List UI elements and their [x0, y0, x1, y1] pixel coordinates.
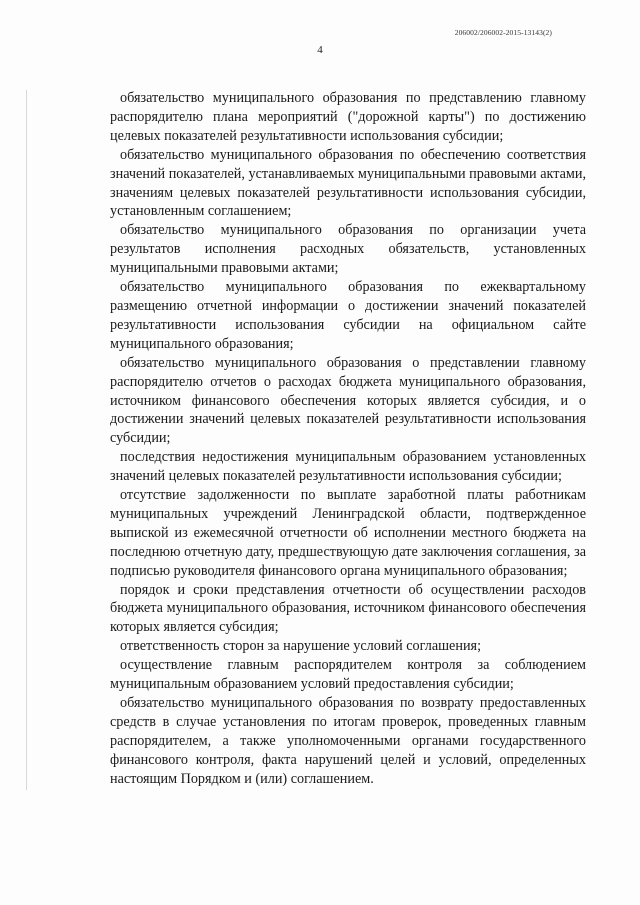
scan-edge-mark [26, 90, 27, 790]
paragraph: обязательство муниципального образования по возврату предоставленных средств в случае установления по итогам проверок, проведенных главным распорядителем, а также уполномоченными органами государственного финансового контроля, факта нарушений целей и условий, определенных настоящим Порядком и (или) соглашением. [110, 695, 586, 787]
paragraph: осуществление главным распорядителем контроля за соблюдением муниципальным образованием условий предоставления субсидии; [110, 657, 586, 693]
paragraph: ответственность сторон за нарушение условий соглашения; [120, 638, 482, 655]
paragraph: отсутствие задолженности по выплате заработной платы работникам муниципальных учреждений Ленинградской области, подтвержденное выпиской из ежемесячной отчетности об исполнении местного бюджета на последнюю отчетную дату, предшествующую дате заключения соглашения, за подписью руководителя финансового органа муниципального образования; [110, 487, 586, 579]
document-body [110, 89, 586, 789]
document-id: 206002/206002-2015-13143(2) [454, 28, 552, 37]
paragraph: последствия недостижения муниципальным образованием установленных значений целевых показателей результативности использования субсидии; [110, 449, 586, 485]
paragraph: обязательство муниципального образования по обеспечению соответствия значений показателей, устанавливаемых муниципальными правовыми актами, значениям целевых показателей результативности использования субсидии, установленным соглашением; [110, 146, 586, 220]
paragraph: обязательство муниципального образования по представлению главному распорядителю плана мероприятий ("дорожной карты") по достижению целевых показателей результативности использования субсидии; [110, 90, 586, 144]
paragraph: обязательство муниципального образования о представлении главному распорядителю отчетов о расходах бюджета муниципального образования, источником финансового обеспечения которых является субсидия, и о достижении значений целевых показателей результативности использования субсидии; [110, 354, 586, 447]
page-number: 4 [317, 44, 323, 56]
paragraph: порядок и сроки представления отчетности об осуществлении расходов бюджета муниципального образования, источником финансового обеспечения которых является субсидия; [110, 581, 586, 636]
paragraph: обязательство муниципального образования по организации учета результатов исполнения расходных обязательств, установленных муниципальными правовыми актами; [110, 222, 586, 277]
paragraph: обязательство муниципального образования по ежеквартальному размещению отчетной информации о достижении значений показателей результативности использования субсидии на официальном сайте муниципального образования; [110, 279, 586, 352]
